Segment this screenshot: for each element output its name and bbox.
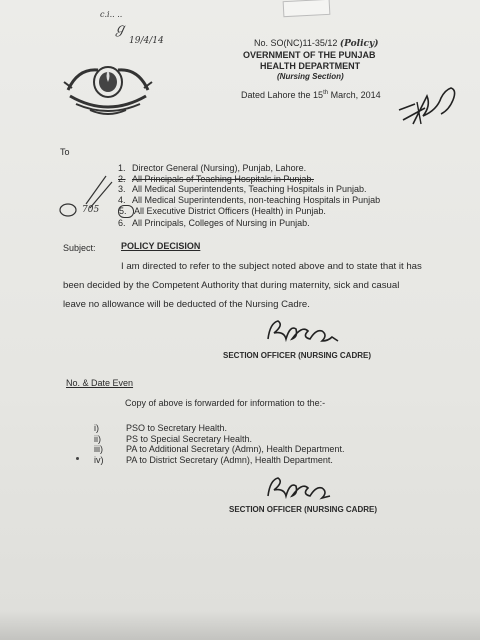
government-name: OVERNMENT OF THE PUNJAB	[243, 50, 376, 60]
body-line: been decided by the Competent Authority that during maternity, sick and casual	[63, 280, 400, 291]
memo-code-text: Policy	[344, 39, 375, 49]
recipient-text: Director General (Nursing), Punjab, Lahore.	[132, 163, 307, 173]
recipient-text: All Medical Superintendents, Teaching Hospitals in Punjab.	[132, 184, 367, 194]
handwritten-top-note: c.i.. ..	[100, 10, 123, 19]
recipient-item	[118, 205, 380, 218]
department-name: HEALTH DEPARTMENT	[260, 61, 361, 71]
recipient-num: 5.	[118, 205, 134, 218]
initials-signature	[393, 80, 469, 132]
handwritten-memo-code: (Policy)	[339, 39, 379, 49]
recipient-item	[118, 174, 380, 185]
reference-number	[254, 38, 379, 49]
recipient-item	[118, 195, 380, 206]
copy-num: ii)	[94, 433, 101, 444]
reference-number-text: No. SO(NC)11-35/12	[254, 38, 338, 48]
recipient-num: 6.	[118, 217, 126, 228]
copy-num: iv)	[94, 454, 104, 465]
margin-dot	[76, 457, 79, 460]
recipient-item	[118, 218, 380, 229]
recipients-list	[118, 163, 380, 228]
recipient-text: All Principals of Teaching Hospitals in Punjab.	[132, 173, 314, 184]
copy-item	[94, 455, 344, 466]
recipient-text: All Medical Superintendents, non-teaching Hospitals in Punjab	[132, 194, 381, 205]
copy-text: PS to Special Secretary Health.	[126, 433, 253, 444]
forward-text: Copy of above is forwarded for information to the:-	[125, 398, 326, 408]
body-paragraph	[63, 257, 422, 314]
margin-checkmarks	[56, 172, 126, 224]
recipient-num: 1.	[118, 163, 126, 173]
recipient-text: All Executive District Officers (Health) in Punjab.	[134, 206, 326, 216]
recipient-text: All Principals, Colleges of Nursing in Punjab.	[132, 217, 310, 228]
recipient-item	[118, 184, 380, 195]
page-bottom-shadow	[0, 610, 480, 640]
handwritten-mark: ℊ	[113, 21, 127, 37]
to-label: To	[60, 147, 70, 157]
body-line: I am directed to refer to the subject noted above and to state that it has	[121, 261, 422, 272]
dated-sup: th	[323, 90, 329, 96]
handwritten-margin-note: 705	[82, 205, 100, 215]
handwritten-date: 19/4/14	[129, 36, 164, 46]
copy-text: PA to District Secretary (Admn), Health Department.	[126, 454, 333, 465]
copy-item	[94, 423, 344, 434]
dated-line	[241, 90, 381, 100]
signature-1	[262, 315, 348, 349]
dated-suffix: March, 2014	[328, 90, 381, 100]
no-and-date: No. & Date Even	[66, 378, 134, 388]
recipient-item	[118, 163, 380, 174]
copy-text: PSO to Secretary Health.	[126, 423, 228, 433]
body-line: leave no allowance will be deducted of the Nursing Cadre.	[63, 299, 310, 310]
punjab-government-seal-logo	[60, 52, 156, 118]
section-name: (Nursing Section)	[277, 72, 344, 81]
dated-prefix: Dated Lahore the 15	[241, 90, 324, 100]
copy-num: i)	[94, 423, 99, 433]
copy-item	[94, 444, 344, 455]
copy-item	[94, 434, 344, 445]
subject-title: POLICY DECISION	[121, 241, 201, 251]
copies-list	[94, 423, 344, 465]
recipient-num: 2.	[118, 173, 126, 184]
section-officer-title-1: SECTION OFFICER (NURSING CADRE)	[223, 351, 371, 360]
paper-tape	[283, 0, 331, 17]
copy-text: PA to Additional Secretary (Admn), Health Department.	[126, 444, 345, 454]
section-officer-title-2: SECTION OFFICER (NURSING CADRE)	[229, 505, 377, 514]
subject-label: Subject:	[63, 243, 96, 253]
signature-2	[262, 472, 336, 506]
recipient-num: 4.	[118, 194, 126, 205]
recipient-num: 3.	[118, 184, 126, 194]
copy-num: iii)	[94, 444, 103, 454]
